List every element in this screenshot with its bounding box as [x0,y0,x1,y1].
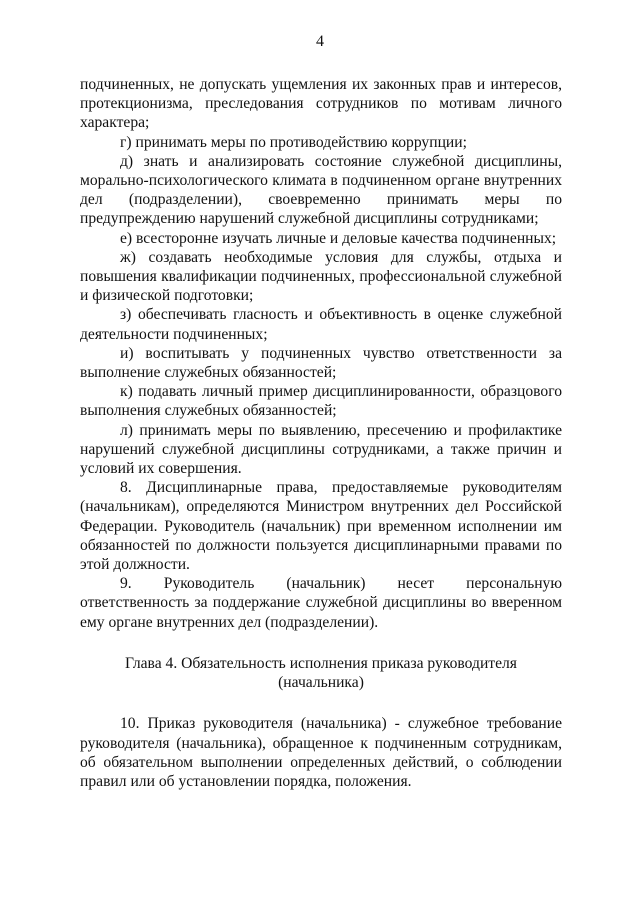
chapter-title: Глава 4. Обязательность исполнения приказа руководителя (начальника) [125,654,517,692]
paragraph-continuation: подчиненных, не допускать ущемления их законных прав и интересов, протекционизма, преследования сотрудников по мотивам личного характера; [80,76,562,132]
list-item-g: г) принимать меры по противодействию коррупции; [120,133,467,151]
list-item-l: л) принимать меры по выявлению, пресечению и профилактике нарушений служебной дисциплины сотрудниками, а также причин и условий их совершения. [80,421,562,478]
list-item-k: к) подавать личный пример дисциплинированности, образцового выполнения служебных обязанностей; [80,383,562,420]
list-item-e: е) всесторонне изучать личные и деловые качества подчиненных; [120,229,557,247]
list-item-d: д) знать и анализировать состояние служебной дисциплины, морально-психологического климата в подчиненном органе внутренних дел (подразделении), своевременно принимать меры по предупреждению нарушений служебной дисциплины сотрудниками; [80,152,562,228]
list-item-z: з) обеспечивать гласность и объективность в оценке служебной деятельности подчиненных; [80,306,562,343]
paragraph-9: 9. Руководитель (начальник) несет персональную ответственность за поддержание служебной дисциплины во вверенном ему органе внутренних дел (подразделении). [80,575,562,631]
paragraph-8: 8. Дисциплинарные права, предоставляемые руководителям (начальникам), определяются Министром внутренних дел Российской Федерации. Руководитель (начальник) при временном исполнении им обязанностей по должности пользуется дисциплинарными правами по этой должности. [80,479,562,574]
paragraph-10: 10. Приказ руководителя (начальника) - служебное требование руководителя (начальника), обращенное к подчиненным сотрудникам, об обязательном выполнении определенных действий, о соблюдении правил или об установлении порядка, положения. [80,715,562,790]
document-body [80,75,562,791]
page-number: 4 [316,33,324,50]
list-item-zh: ж) создавать необходимые условия для службы, отдыха и повышения квалификации подчиненных, профессиональной служебной и физической подготовки; [80,248,562,305]
list-item-i: и) воспитывать у подчиненных чувство ответственности за выполнение служебных обязанностей; [80,344,562,382]
